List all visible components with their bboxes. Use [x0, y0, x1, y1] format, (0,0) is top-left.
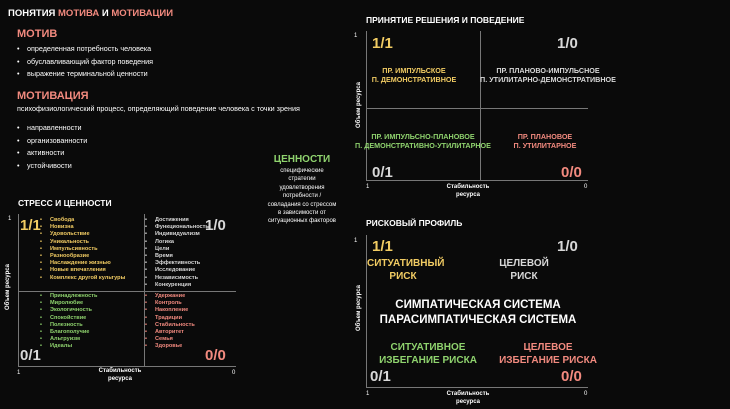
title-part: МОТИВАЦИИ	[111, 8, 174, 19]
stress-x-one: 1	[17, 370, 21, 376]
list-item: • направленности	[17, 122, 87, 135]
page-title	[8, 8, 173, 19]
values-heading: ЦЕННОСТИ	[273, 154, 331, 165]
decision-x-zero: 0	[584, 184, 588, 190]
decision-y-axis	[366, 31, 367, 180]
list-item: • Исследование	[145, 267, 207, 274]
decision-bl-text	[348, 133, 498, 151]
list-item: • Цели	[145, 246, 207, 253]
list-item: • Накопление	[145, 307, 191, 314]
list-item: • Принадлежность	[40, 293, 80, 300]
decision-bl-line1: ПР. ИМПУЛЬСНО-ПЛАНОВОЕ	[371, 132, 475, 141]
stress-q10: 1/0	[205, 217, 226, 234]
decision-q01: 0/1	[372, 164, 393, 181]
risk-tr-line2: РИСК	[510, 271, 538, 282]
title-part: МОТИВА	[58, 8, 100, 19]
list-item: • Полезность	[40, 322, 80, 329]
stress-q11: 1/1	[20, 217, 41, 234]
motivation-heading: МОТИВАЦИЯ	[17, 90, 89, 102]
list-item: • устойчивости	[17, 160, 87, 173]
decision-q11: 1/1	[372, 35, 393, 52]
list-item: • Идеалы	[40, 343, 80, 350]
risk-x-axis	[366, 387, 588, 388]
stress-q00: 0/0	[205, 347, 226, 364]
stress-y-axis	[18, 214, 19, 366]
list-item: • Комплекс другой культуры	[40, 275, 140, 282]
risk-bl-line1: СИТУАТИВНОЕ	[390, 342, 466, 353]
risk-tl-text	[367, 257, 445, 283]
decision-y-one: 1	[354, 33, 358, 39]
motive-heading: МОТИВ	[17, 28, 58, 40]
risk-tl-line2: РИСК	[389, 271, 417, 282]
risk-tr-line1: ЦЕЛЕВОЙ	[499, 258, 549, 269]
list-item: • Экологичность	[40, 307, 80, 314]
stress-title: СТРЕСС И ЦЕННОСТИ	[18, 198, 112, 208]
risk-center-line2: ПАРАСИМПАТИЧЕСКАЯ СИСТЕМА	[379, 313, 577, 326]
risk-tl-line1: СИТУАТИВНЫЙ	[367, 258, 445, 269]
stress-br-list	[145, 293, 195, 351]
list-item: • определенная потребность человека	[17, 43, 277, 56]
risk-center-line1: СИМПАТИЧЕСКАЯ СИСТЕМА	[395, 299, 561, 311]
stress-tr-list	[145, 217, 207, 289]
title-part: ПОНЯТИЯ	[8, 8, 59, 19]
decision-br-text	[500, 133, 590, 151]
risk-x-one: 1	[366, 391, 370, 397]
decision-tr-text	[478, 67, 618, 85]
decision-x-axis	[366, 180, 588, 181]
decision-x-label: Стабильность ресурса	[446, 184, 490, 198]
motivation-list	[17, 122, 87, 172]
risk-br-line2: ИЗБЕГАНИЕ РИСКА	[499, 354, 597, 366]
list-item: • Здоровье	[145, 343, 191, 350]
list-item: • Авторитет	[145, 329, 191, 336]
list-item: • Конкуренция	[145, 282, 207, 289]
list-item: • Уникальность	[40, 239, 140, 246]
list-item: • обуславливающий фактор поведения	[17, 56, 277, 69]
list-item: • Традиции	[145, 315, 191, 322]
list-item: • Контроль	[145, 300, 191, 307]
list-item: • Логика	[145, 239, 207, 246]
list-item: • Время	[145, 253, 207, 260]
risk-q10: 1/0	[557, 238, 578, 255]
list-item: • Удовольствие	[40, 231, 140, 238]
list-item: • Свобода	[40, 217, 140, 224]
risk-x-zero: 0	[584, 391, 588, 397]
stress-q01: 0/1	[20, 347, 41, 364]
stress-y-label: Объем ресурса	[5, 264, 11, 310]
risk-q01: 0/1	[370, 368, 391, 385]
list-item: • Импульсивность	[40, 246, 140, 253]
list-item: • Альтруизм	[40, 336, 80, 343]
risk-title: РИСКОВЫЙ ПРОФИЛЬ	[366, 218, 463, 228]
stress-bl-list	[40, 293, 98, 351]
decision-br-line1: ПР. ПЛАНОВОЕ	[517, 132, 573, 141]
risk-y-label: Объем ресурса	[356, 285, 362, 331]
list-item: • Удержание	[145, 293, 191, 300]
decision-y-label: Объем ресурса	[356, 82, 362, 128]
list-item: • Индивидуализм	[145, 231, 207, 238]
title-part: И	[99, 8, 112, 19]
decision-q00: 0/0	[561, 164, 582, 181]
list-item: • Семья	[145, 336, 191, 343]
motivation-description: психофизиологический процесс, определяющий поведение человека с точки зрения	[17, 104, 300, 113]
decision-v-divider	[480, 31, 481, 180]
risk-bl-line2: ИЗБЕГАНИЕ РИСКА	[379, 354, 477, 366]
list-item: • Спокойствие	[40, 315, 80, 322]
list-item: • выражение терминальной ценности	[17, 68, 277, 81]
list-item: • Новизна	[40, 224, 140, 231]
risk-y-one: 1	[354, 238, 358, 244]
stress-x-axis	[18, 366, 236, 367]
stress-x-zero: 0	[232, 370, 236, 376]
values-description: специфические стратегии удовлетворения потребности / совладания со стрессом в зависимости от ситуационных факторов	[267, 168, 337, 225]
decision-tr-line1: ПР. ПЛАНОВО-ИМПУЛЬСНОЕ	[496, 66, 600, 75]
list-item: • организованности	[17, 135, 87, 148]
risk-br-line1: ЦЕЛЕВОЕ	[523, 342, 573, 353]
risk-q00: 0/0	[561, 368, 582, 385]
list-item: • Благополучие	[40, 329, 80, 336]
stress-tl-list	[40, 217, 140, 282]
list-item: • Достижения	[145, 217, 207, 224]
list-item: • Разнообразие	[40, 253, 140, 260]
list-item: • Новые впечатления	[40, 267, 140, 274]
decision-q10: 1/0	[557, 35, 578, 52]
risk-q11: 1/1	[372, 238, 393, 255]
decision-h-divider	[366, 108, 588, 109]
risk-bl-text	[366, 342, 490, 367]
decision-title: ПРИНЯТИЕ РЕШЕНИЯ И ПОВЕДЕНИЕ	[366, 15, 525, 25]
risk-br-text	[490, 342, 606, 367]
risk-center-text	[360, 298, 596, 327]
risk-x-label: Стабильность ресурса	[446, 391, 490, 405]
stress-h-divider	[18, 291, 236, 292]
list-item: • Стабильность	[145, 322, 191, 329]
decision-br-line2: П. УТИЛИТАРНОЕ	[513, 140, 577, 150]
decision-tl-line1: ПР. ИМПУЛЬСКОЕ	[382, 66, 446, 75]
list-item: • активности	[17, 147, 87, 160]
risk-tr-text	[488, 257, 560, 283]
stress-y-one: 1	[8, 216, 12, 222]
decision-tr-line2: П. УТИЛИТАРНО-ДЕМОНСТРАТИВНОЕ	[480, 74, 616, 84]
decision-bl-line2: П. ДЕМОНСТРАТИВНО-УТИЛИТАРНОЕ	[355, 140, 491, 150]
decision-tl-text	[364, 67, 464, 85]
list-item: • Эффективность	[145, 260, 207, 267]
list-item: • Независимость	[145, 275, 207, 282]
decision-tl-line2: П. ДЕМОНСТРАТИВНОЕ	[371, 74, 457, 84]
list-item: • Миролюбие	[40, 300, 80, 307]
decision-x-one: 1	[366, 184, 370, 190]
motive-list	[17, 43, 277, 81]
list-item: • Функциональность	[145, 224, 207, 231]
stress-x-label: Стабильность ресурса	[98, 368, 142, 382]
list-item: • Наслаждение жизнью	[40, 260, 140, 267]
